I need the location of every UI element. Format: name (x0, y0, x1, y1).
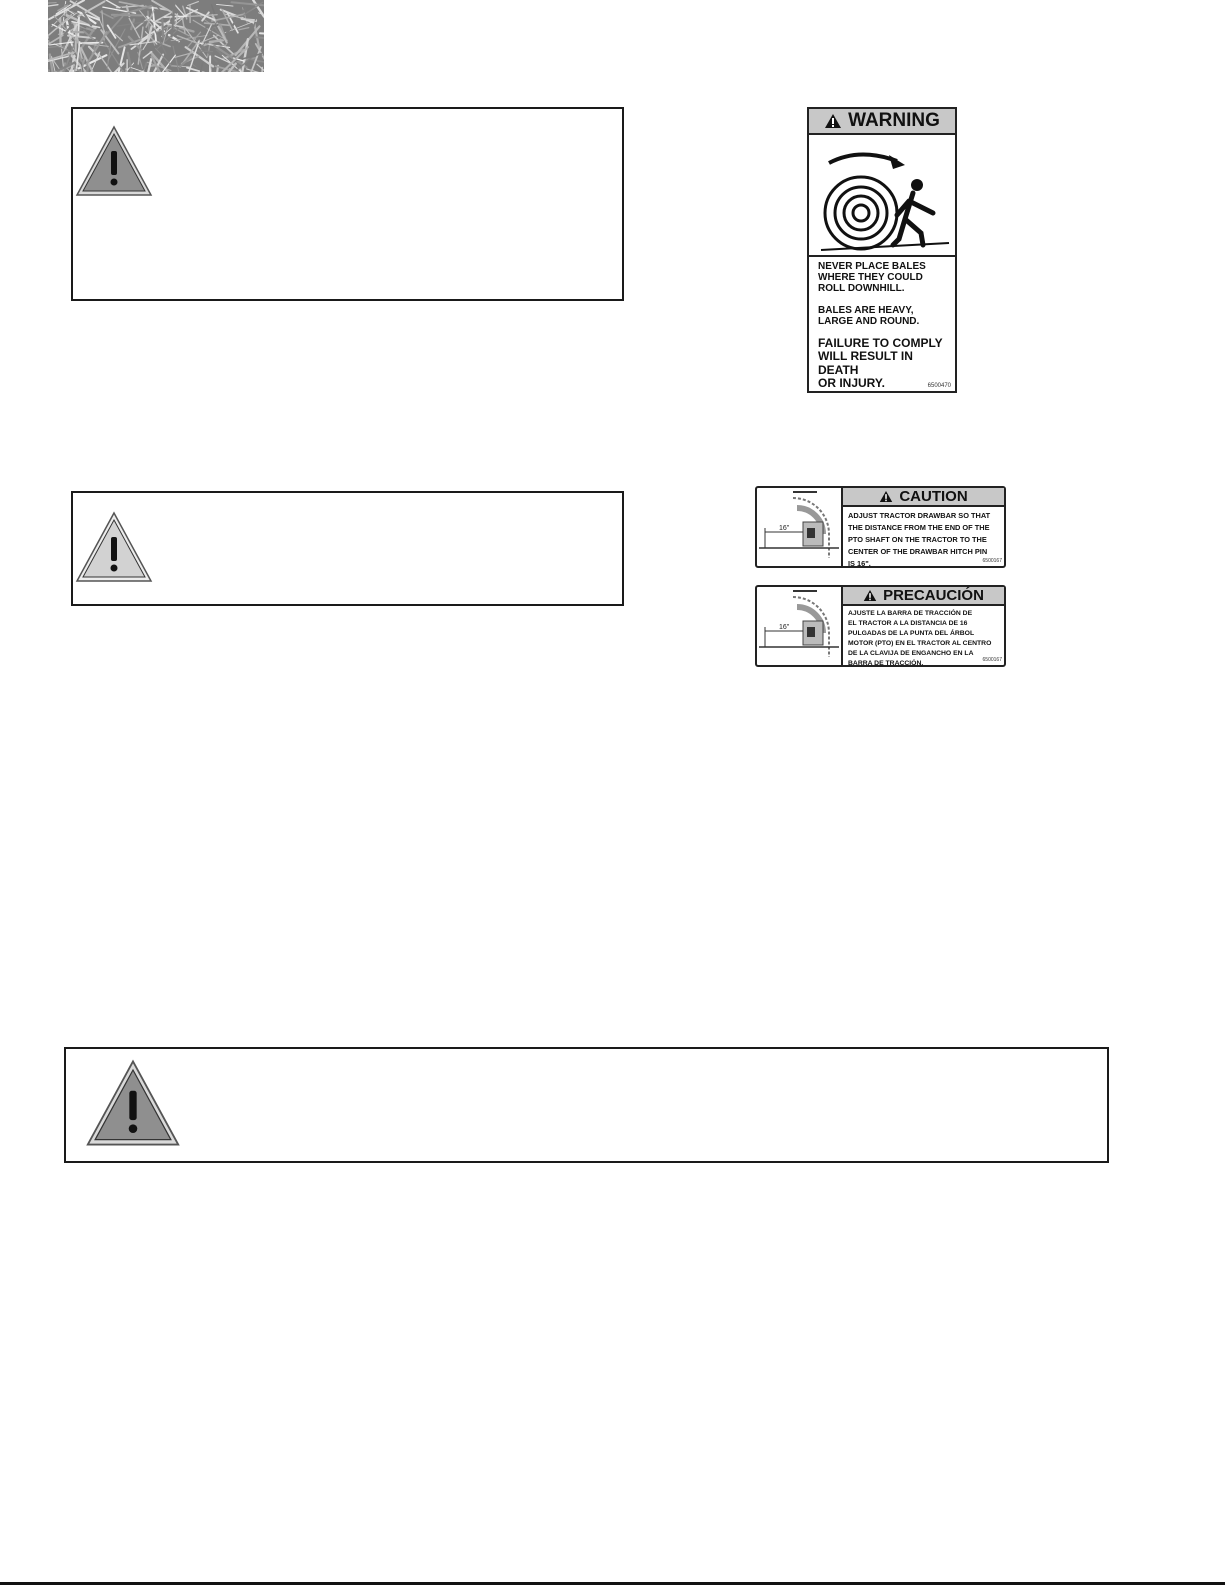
caution-line: IS 16". (848, 559, 871, 568)
warning-line: ROLL DOWNHILL. (818, 283, 905, 295)
caution-text-block (843, 507, 1004, 570)
safety-alert-icon (84, 1059, 182, 1147)
caution-line: ADJUST TRACTOR DRAWBAR SO THAT (848, 511, 991, 520)
drawbar-diagram (757, 587, 843, 665)
header-hay-image (48, 0, 264, 72)
safety-alert-box-1 (71, 107, 624, 301)
caution-header-text: CAUTION (899, 488, 968, 505)
precaucion-header-text: PRECAUCIÓN (883, 587, 984, 604)
warning-text-block (809, 257, 955, 393)
precaucion-decal (755, 585, 1006, 667)
warning-triangle-icon (824, 113, 842, 129)
warning-line: WHERE THEY COULD (818, 272, 923, 284)
hay-texture-image (48, 0, 264, 72)
safety-alert-box-2 (71, 491, 624, 606)
warning-line: WILL RESULT IN DEATH (818, 349, 913, 377)
precaucion-line: MOTOR (PTO) EN EL TRACTOR AL CENTRO (848, 640, 992, 647)
precaucion-part-number: 6500167 (982, 657, 1002, 663)
caution-line: THE DISTANCE FROM THE END OF THE (848, 523, 990, 532)
warning-line: LARGE AND ROUND. (818, 315, 920, 327)
warning-triangle-icon (863, 589, 877, 602)
precaucion-line: EL TRACTOR A LA DISTANCIA DE 16 (848, 620, 968, 627)
precaucion-line: BARRA DE TRACCIÓN. (848, 660, 924, 667)
drawbar-diagram (757, 488, 843, 566)
precaucion-line: DE LA CLAVIJA DE ENGANCHO EN LA (848, 650, 974, 657)
safety-alert-icon (75, 511, 153, 583)
precaucion-dimension-label: 16" (779, 624, 790, 631)
precaucion-line: AJUSTE LA BARRA DE TRACCIÓN DE (848, 610, 973, 617)
safety-alert-box-3 (64, 1047, 1109, 1163)
precaucion-line: PULGADAS DE LA PUNTA DEL ÁRBOL (848, 630, 975, 637)
rolling-bale-pictogram (809, 135, 955, 257)
precaucion-text-block (843, 606, 1004, 669)
caution-dimension-label: 16" (779, 525, 790, 532)
caution-line: PTO SHAFT ON THE TRACTOR TO THE (848, 535, 987, 544)
caution-line: CENTER OF THE DRAWBAR HITCH PIN (848, 547, 988, 556)
warning-decal-header (809, 109, 955, 135)
warning-triangle-icon (879, 490, 893, 503)
caution-decal-header (843, 488, 1004, 507)
safety-alert-icon (75, 125, 153, 197)
warning-decal (807, 107, 957, 393)
precaucion-decal-header (843, 587, 1004, 606)
warning-line: FAILURE TO COMPLY (818, 335, 943, 350)
caution-part-number: 6500167 (982, 558, 1002, 564)
caution-decal (755, 486, 1006, 568)
warning-header-text: WARNING (848, 110, 940, 131)
warning-line: BALES ARE HEAVY, (818, 304, 914, 316)
warning-line: NEVER PLACE BALES (818, 261, 926, 272)
warning-part-number: 6500470 (927, 383, 951, 389)
warning-line: OR INJURY. (818, 376, 885, 391)
